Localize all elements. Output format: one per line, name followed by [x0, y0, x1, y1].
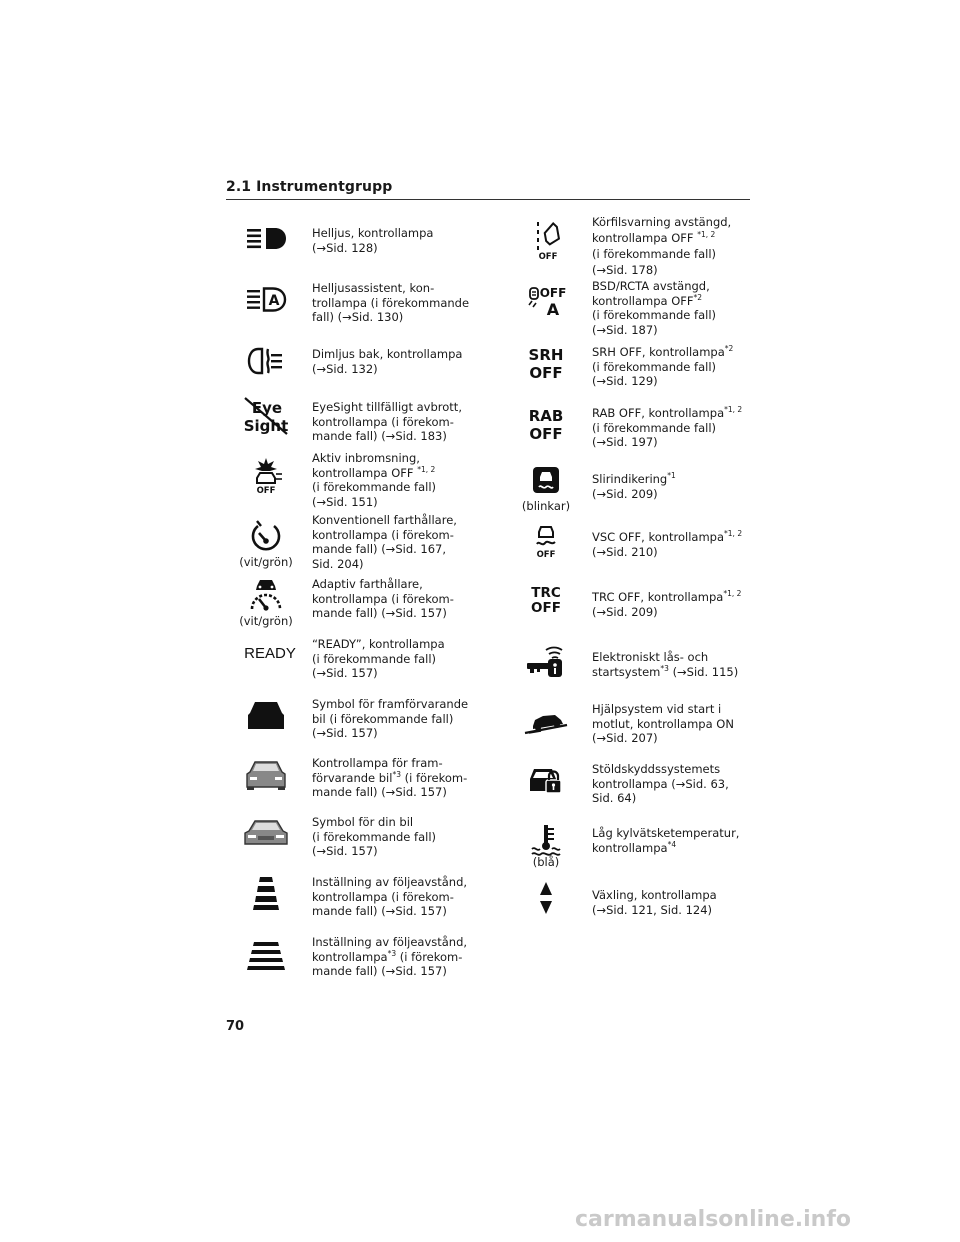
indicator-color-caption: (blå): [532, 855, 560, 869]
indicator-item-vehicle-ahead-lamp: [226, 756, 518, 804]
eyesight-icon: [226, 394, 306, 438]
indicator-description: RAB OFF, kontrollampa$^{*1, 2}$ (i förekommande fall) (→Sid. 197): [592, 405, 743, 449]
indicator-item-bsd-rcta-off: [506, 279, 798, 339]
indicator-item-eyesight: [226, 399, 518, 443]
cruise-control-icon: [226, 517, 306, 557]
indicator-item-slip: [506, 462, 798, 518]
svg-text:OFF: OFF: [536, 550, 556, 560]
adaptive-cruise-control-icon: [226, 575, 306, 615]
lane-departure-off-icon: [506, 220, 586, 260]
indicator-item-rab-off: [506, 404, 798, 452]
bsd-rcta-off-icon: [506, 281, 586, 321]
pre-collision-braking-off-icon: [226, 455, 306, 495]
shift-position-icon: [506, 880, 586, 916]
indicator-item-following-distance: [226, 875, 518, 923]
ready-icon: [226, 633, 306, 673]
section-title: 2.1 Instrumentgrupp: [226, 179, 393, 195]
security-indicator-icon: [506, 760, 586, 800]
svg-text:TRC: TRC: [531, 585, 561, 601]
indicator-item-following-distance-long: [226, 935, 518, 983]
indicator-description: BSD/RCTA avstängd, kontrollampa OFF$^{*2}$ (i förekommande fall) (→Sid. 187): [592, 279, 717, 337]
indicator-item-pre-collision-braking: [226, 451, 518, 511]
trc-off-icon: [506, 580, 586, 620]
indicator-description: Symbol för framförvarande bil (i förekommande fall) (→Sid. 157): [312, 697, 469, 740]
indicator-item-shift-position: [506, 884, 798, 928]
indicator-item-trc-off: [506, 582, 798, 626]
indicator-item-srh-off: [506, 343, 798, 391]
indicator-description: Inställning av följeavstånd, kontrollampa$^{*3}$ (i förekom- mande fall) (→Sid. 157): [312, 935, 468, 978]
indicator-description: Aktiv inbromsning, kontrollampa OFF $^{*1, 2}$ (i förekommande fall) (→Sid. 151): [312, 451, 437, 509]
following-distance-icon: [226, 873, 306, 913]
indicator-item-vsc-off: [506, 522, 798, 566]
svg-text:OFF: OFF: [539, 286, 567, 300]
indicator-description: Hjälpsystem vid start i motlut, kontrollampa ON (→Sid. 207): [592, 702, 734, 745]
indicator-description: Konventionell farthållare, kontrollampa (i förekom- mande fall) (→Sid. 167, Sid. 204): [312, 513, 457, 571]
indicator-description: Låg kylvätsketemperatur, kontrollampa$^{*4}$: [592, 826, 740, 855]
indicator-item-high-beam: [226, 226, 518, 266]
indicator-item-vehicle-ahead: [226, 697, 518, 745]
svg-text:OFF: OFF: [538, 252, 558, 262]
indicator-description: Adaptiv farthållare, kontrollampa (i förekom- mande fall) (→Sid. 157): [312, 577, 454, 620]
indicator-item-lane-departure-off: [506, 214, 798, 278]
indicator-item-high-beam-assist: [226, 281, 518, 324]
indicator-description: Helljus, kontrollampa (→Sid. 128): [312, 226, 434, 255]
svg-text:A: A: [268, 293, 280, 309]
indicator-description: TRC OFF, kontrollampa$^{*1, 2}$ (→Sid. 209): [592, 589, 742, 619]
indicator-item-cruise-control: [226, 513, 518, 573]
svg-text:READY: READY: [244, 645, 296, 662]
high-beam-icon: [226, 218, 306, 258]
watermark-site-name: carmanualsonline.info: [575, 1207, 851, 1232]
svg-text:OFF: OFF: [529, 364, 563, 382]
indicator-item-security: [506, 762, 798, 810]
indicator-description: Dimljus bak, kontrollampa (→Sid. 132): [312, 347, 463, 376]
svg-text:OFF: OFF: [531, 600, 561, 616]
hill-start-assist-icon: [506, 700, 586, 740]
indicator-item-own-vehicle: [226, 815, 518, 863]
indicator-description: EyeSight tillfälligt avbrott, kontrollampa (i förekom- mande fall) (→Sid. 183): [312, 400, 462, 443]
vehicle-ahead-indicator-icon: [226, 754, 306, 794]
indicator-description: “READY”, kontrollampa (i förekommande fall) (→Sid. 157): [312, 637, 445, 680]
rear-fog-light-icon: [226, 341, 306, 381]
indicator-description: Slirindikering$^{*1}$ (→Sid. 209): [592, 471, 676, 501]
svg-text:OFF: OFF: [256, 486, 276, 496]
section-divider: [226, 199, 750, 200]
following-distance-long-icon: [226, 935, 306, 975]
indicator-description: Inställning av följeavstånd, kontrollampa (i förekom- mande fall) (→Sid. 157): [312, 875, 468, 918]
indicator-item-rear-fog: [226, 347, 518, 387]
indicator-color-caption: (vit/grön): [239, 614, 293, 628]
indicator-color-caption: (vit/grön): [239, 555, 293, 569]
indicator-item-low-coolant: [506, 822, 798, 876]
rab-off-icon: [506, 404, 586, 444]
indicator-description: Symbol för din bil (i förekommande fall) (→Sid. 157): [312, 815, 437, 858]
vsc-off-icon: [506, 522, 586, 562]
indicator-description: Växling, kontrollampa (→Sid. 121, Sid. 124): [592, 888, 717, 917]
indicator-description: Elektroniskt lås- och startsystem$^{*3}$ (→Sid. 115): [592, 650, 739, 679]
svg-text:RAB: RAB: [528, 407, 564, 425]
low-coolant-temp-icon: [506, 820, 586, 860]
indicator-item-hill-start: [506, 702, 798, 750]
indicator-description: Helljusassistent, kon- trollampa (i förekommande fall) (→Sid. 130): [312, 281, 470, 324]
indicator-description: Körfilsvarning avstängd, kontrollampa OFF $^{*1, 2}$ (i förekommande fall) (→Sid. 178): [592, 215, 732, 277]
svg-text:Sight: Sight: [243, 417, 289, 435]
svg-text:OFF: OFF: [529, 425, 563, 443]
indicator-item-adaptive-cruise: [226, 577, 518, 629]
indicator-description: Stöldskyddssystemets kontrollampa (→Sid. 63, Sid. 64): [592, 762, 729, 805]
slip-indicator-icon: [506, 460, 586, 500]
page-number: 70: [226, 1019, 245, 1034]
smart-key-system-icon: [506, 642, 586, 682]
indicator-description: SRH OFF, kontrollampa$^{*2}$ (i förekommande fall) (→Sid. 129): [592, 344, 734, 388]
indicator-item-smart-key: [506, 642, 798, 686]
svg-text:A: A: [546, 300, 560, 319]
indicator-item-ready: [226, 637, 518, 685]
srh-off-icon: [506, 343, 586, 383]
svg-text:Eye: Eye: [251, 399, 283, 417]
indicator-blink-caption: (blinkar): [521, 499, 571, 513]
indicator-description: VSC OFF, kontrollampa$^{*1, 2}$ (→Sid. 210): [592, 529, 743, 559]
own-vehicle-icon: [226, 813, 306, 853]
high-beam-assist-icon: [226, 279, 306, 319]
indicator-description: Kontrollampa för fram- förvarande bil$^{*3}$ (i förekom- mande fall) (→Sid. 157): [312, 756, 468, 799]
svg-text:SRH: SRH: [528, 346, 564, 364]
vehicle-ahead-icon: [226, 695, 306, 735]
